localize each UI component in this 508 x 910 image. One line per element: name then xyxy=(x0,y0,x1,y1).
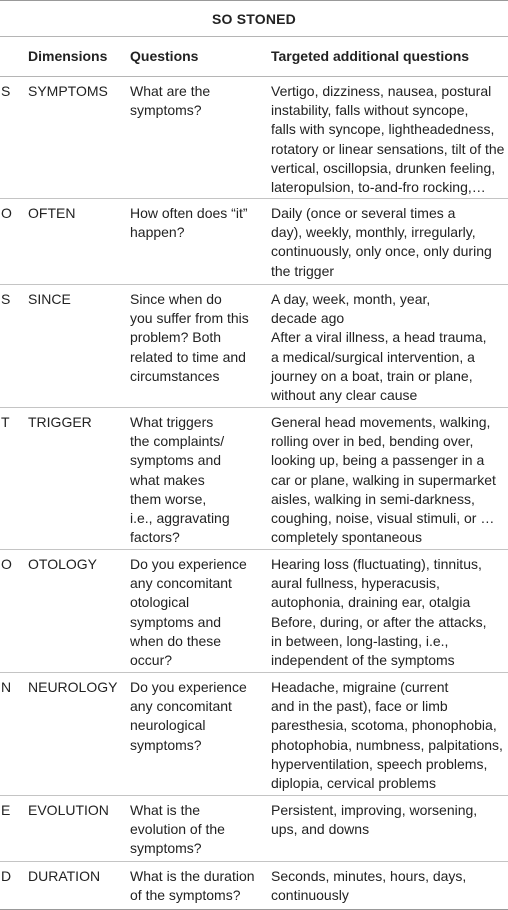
row-letter: E xyxy=(1,802,11,818)
table-title-text: SO STONED xyxy=(211,10,296,27)
table-row xyxy=(0,550,508,673)
table-row xyxy=(0,673,508,796)
row-targeted-questions: Persistent, improving, worsening, ups, and downs xyxy=(271,802,478,838)
row-letter: D xyxy=(1,868,12,884)
row-question: What is the evolution of the symptoms? xyxy=(130,802,225,857)
row-letter: O xyxy=(1,556,12,572)
row-question: What is the duration of the symptoms? xyxy=(130,868,255,904)
row-dimension: DURATION xyxy=(28,868,101,884)
row-targeted-questions: A day, week, month, year, decade ago After a viral illness, a head trauma, a medical/surgical intervention, a journey on a boat, train or plane, without any clear cause xyxy=(271,291,487,404)
table-header-row xyxy=(0,37,508,77)
row-letter: T xyxy=(1,414,10,430)
row-dimension: EVOLUTION xyxy=(28,802,109,818)
row-letter: O xyxy=(1,205,12,221)
table-title xyxy=(0,0,508,37)
row-targeted-questions: Seconds, minutes, hours, days, continuously xyxy=(271,868,467,904)
row-targeted-questions: Hearing loss (fluctuating), tinnitus, aural fullness, hyperacusis, autophonia, draining ear, otalgia Before, during, or after the attacks, in between, long-lasting, i.e., independent of the symptoms xyxy=(271,556,487,669)
row-dimension: OTOLOGY xyxy=(28,556,97,572)
row-targeted-questions: Daily (once or several times a day), weekly, monthly, irregularly, continuously, only once, only during the trigger xyxy=(271,205,492,279)
table-row xyxy=(0,408,508,550)
header-questions: Questions xyxy=(130,48,199,64)
row-question: Do you experience any concomitant neurological symptoms? xyxy=(130,679,247,753)
header-dimensions: Dimensions xyxy=(28,48,108,64)
row-dimension: OFTEN xyxy=(28,205,76,221)
row-question: Do you experience any concomitant otological symptoms and when do these occur? xyxy=(130,556,247,669)
row-dimension: NEUROLOGY xyxy=(28,679,118,695)
table-row xyxy=(0,199,508,285)
table-row xyxy=(0,862,508,910)
row-targeted-questions: Headache, migraine (current and in the past), face or limb paresthesia, scotoma, phonophobia, photophobia, numbness, palpitations, hyperventilation, speech problems, diplopia, cervical problems xyxy=(271,679,503,792)
row-letter: S xyxy=(1,291,11,307)
table-row xyxy=(0,77,508,199)
row-question: What are the symptoms? xyxy=(130,83,211,119)
row-targeted-questions: Vertigo, dizziness, nausea, postural instability, falls without syncope, falls with syncope, lightheadedness, rotatory or linear sensations, tilt of the vertical, oscillopsia, drunken feeling, lateropulsion, to-and-fro rocking,… xyxy=(271,83,505,196)
header-targeted-questions: Targeted additional questions xyxy=(271,48,470,64)
row-question: Since when do you suffer from this problem? Both related to time and circumstances xyxy=(130,291,249,384)
row-letter: S xyxy=(1,83,11,99)
row-letter: N xyxy=(1,679,12,695)
table-row xyxy=(0,796,508,862)
row-dimension: SINCE xyxy=(28,291,71,307)
row-dimension: TRIGGER xyxy=(28,414,92,430)
row-dimension: SYMPTOMS xyxy=(28,83,108,99)
row-targeted-questions: General head movements, walking, rolling over in bed, bending over, looking up, being a passenger in a car or plane, walking in supermarket aisles, walking in semi-darkness, coughing, noise, visual stimuli, or … completely spontaneous xyxy=(271,414,496,546)
table-row xyxy=(0,285,508,408)
row-question: How often does “it” happen? xyxy=(130,205,248,241)
row-question: What triggers the complaints/ symptoms and what makes them worse, i.e., aggravating factors? xyxy=(130,414,230,546)
